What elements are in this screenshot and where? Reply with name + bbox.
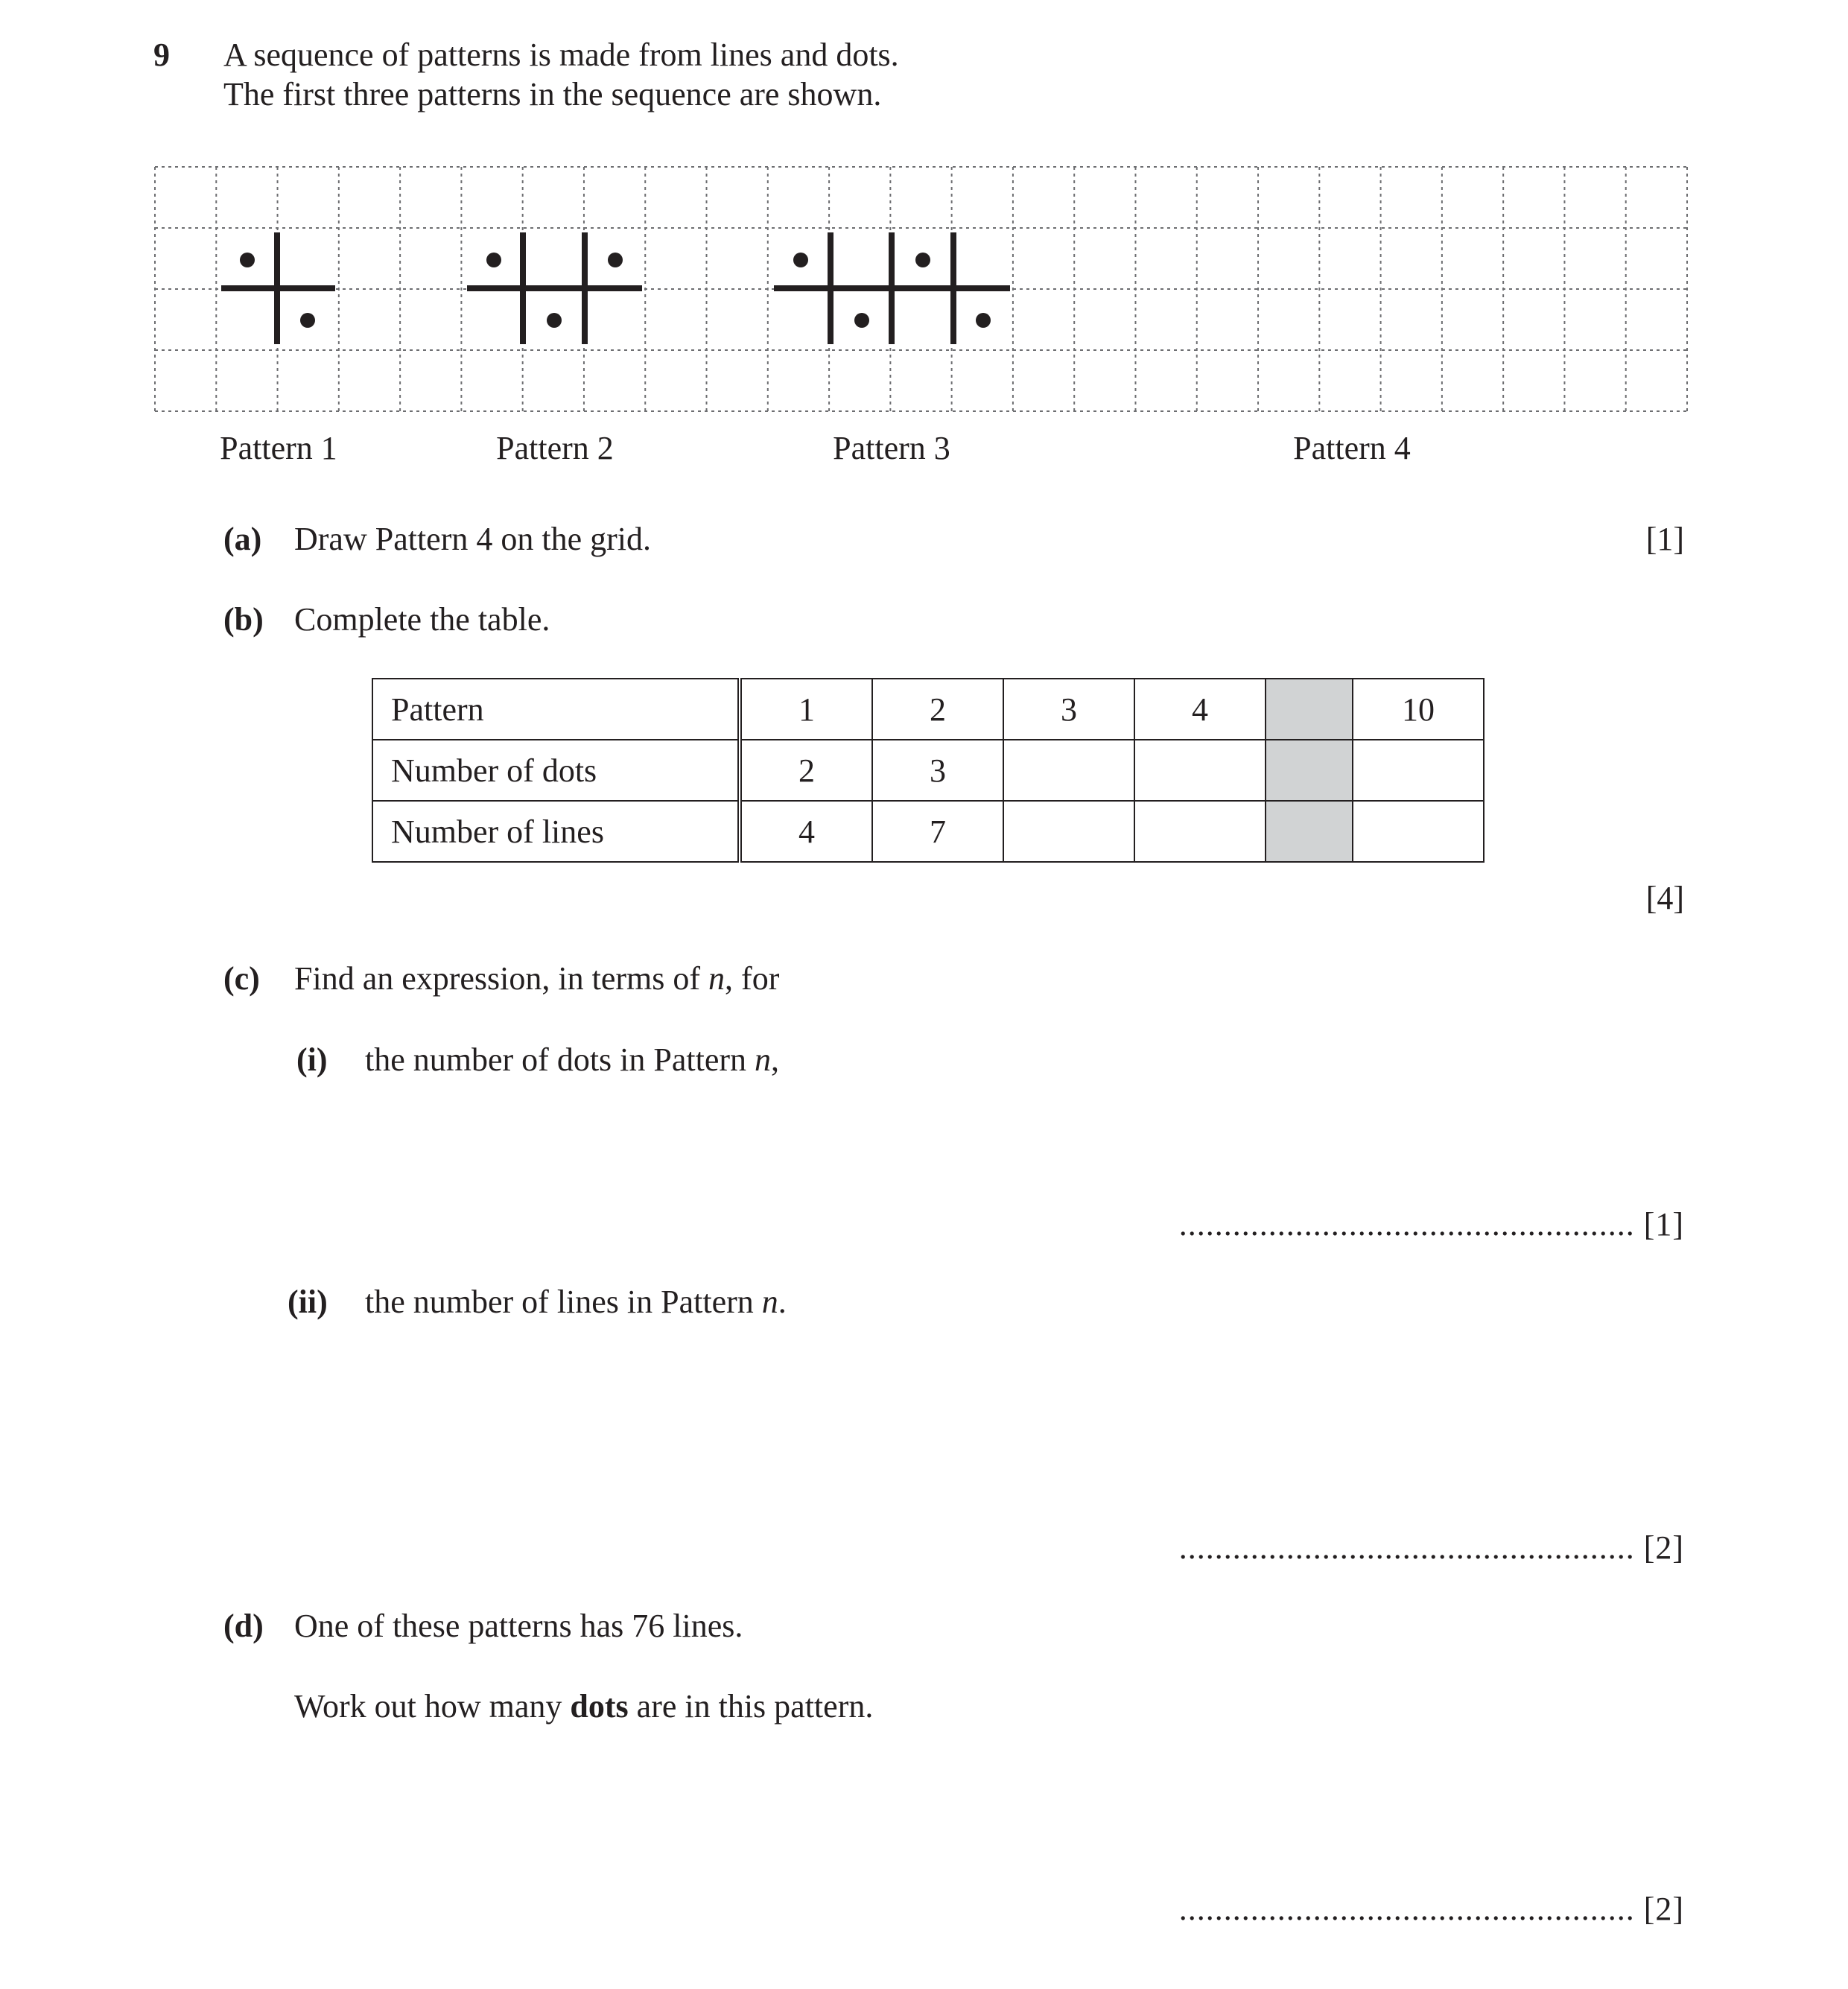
pattern-3-label: Pattern 3	[833, 430, 950, 466]
answer-cell[interactable]	[1003, 740, 1134, 801]
pattern-1-label: Pattern 1	[220, 430, 337, 466]
table-cell: 4	[740, 801, 872, 862]
question-intro-line-2: The first three patterns in the sequence are shown.	[223, 76, 882, 112]
part-c-label: (c)	[223, 960, 260, 997]
pattern-table	[372, 678, 1485, 863]
pattern-grid[interactable]	[0, 0, 1848, 462]
table-cell: 1	[740, 679, 872, 740]
question-intro-line-1: A sequence of patterns is made from lines and dots.	[223, 37, 899, 73]
part-b-label: (b)	[223, 601, 264, 638]
dot	[608, 253, 623, 267]
table-cell: 2	[740, 740, 872, 801]
dot	[486, 253, 501, 267]
row-label-dots: Number of dots	[372, 740, 740, 801]
table-cell: 7	[872, 801, 1003, 862]
part-b-marks: [4]	[1645, 880, 1684, 916]
answer-cell[interactable]	[1353, 801, 1484, 862]
part-d-label: (d)	[223, 1608, 264, 1644]
pattern-3-figure	[774, 232, 1010, 344]
pattern-4-label: Pattern 4	[1293, 430, 1411, 466]
table-cell: 10	[1353, 679, 1484, 740]
table-row-lines	[372, 801, 1484, 862]
answer-cell[interactable]	[1134, 740, 1266, 801]
dot	[547, 313, 562, 328]
table-cell: 3	[1003, 679, 1134, 740]
table-row-pattern	[372, 679, 1484, 740]
dot	[915, 253, 930, 267]
shaded-cell	[1266, 679, 1353, 740]
pattern-marks	[221, 232, 1010, 344]
table-cell: 3	[872, 740, 1003, 801]
table-cell: 2	[872, 679, 1003, 740]
dot	[240, 253, 255, 267]
part-c-i-label: (i)	[296, 1041, 328, 1078]
dot	[793, 253, 808, 267]
part-a-text: Draw Pattern 4 on the grid.	[294, 521, 651, 557]
question-number: 9	[153, 37, 170, 73]
part-d-answer-line[interactable]: ................................................... [2]	[1178, 1891, 1684, 1927]
part-d-work-text: Work out how many dots are in this pattern.	[294, 1688, 874, 1725]
row-label-lines: Number of lines	[372, 801, 740, 862]
part-c-ii-marks: [2]	[1643, 1529, 1684, 1566]
dot	[300, 313, 315, 328]
part-d-marks: [2]	[1643, 1891, 1684, 1927]
answer-cell[interactable]	[1134, 801, 1266, 862]
part-d-text: One of these patterns has 76 lines.	[294, 1608, 743, 1644]
part-c-ii-text: the number of lines in Pattern n.	[365, 1284, 787, 1320]
part-c-i-answer-line[interactable]: ................................................... [1]	[1178, 1206, 1684, 1243]
pattern-1-figure	[221, 232, 335, 344]
table-cell: 4	[1134, 679, 1266, 740]
table-row-dots	[372, 740, 1484, 801]
part-c-text: Find an expression, in terms of n, for	[294, 960, 780, 997]
pattern-2-label: Pattern 2	[496, 430, 614, 466]
dot	[976, 313, 991, 328]
part-b-text: Complete the table.	[294, 601, 550, 638]
pattern-2-figure	[467, 232, 642, 344]
part-c-i-marks: [1]	[1643, 1206, 1684, 1243]
part-a-marks: [1]	[1645, 521, 1684, 557]
answer-cell[interactable]	[1353, 740, 1484, 801]
part-a-label: (a)	[223, 521, 262, 557]
part-c-ii-label: (ii)	[288, 1284, 328, 1320]
part-c-ii-answer-line[interactable]: ................................................... [2]	[1178, 1529, 1684, 1566]
shaded-cell	[1266, 801, 1353, 862]
answer-cell[interactable]	[1003, 801, 1134, 862]
part-c-i-text: the number of dots in Pattern n,	[365, 1041, 780, 1078]
shaded-cell	[1266, 740, 1353, 801]
dot	[854, 313, 869, 328]
row-label-pattern: Pattern	[372, 679, 740, 740]
